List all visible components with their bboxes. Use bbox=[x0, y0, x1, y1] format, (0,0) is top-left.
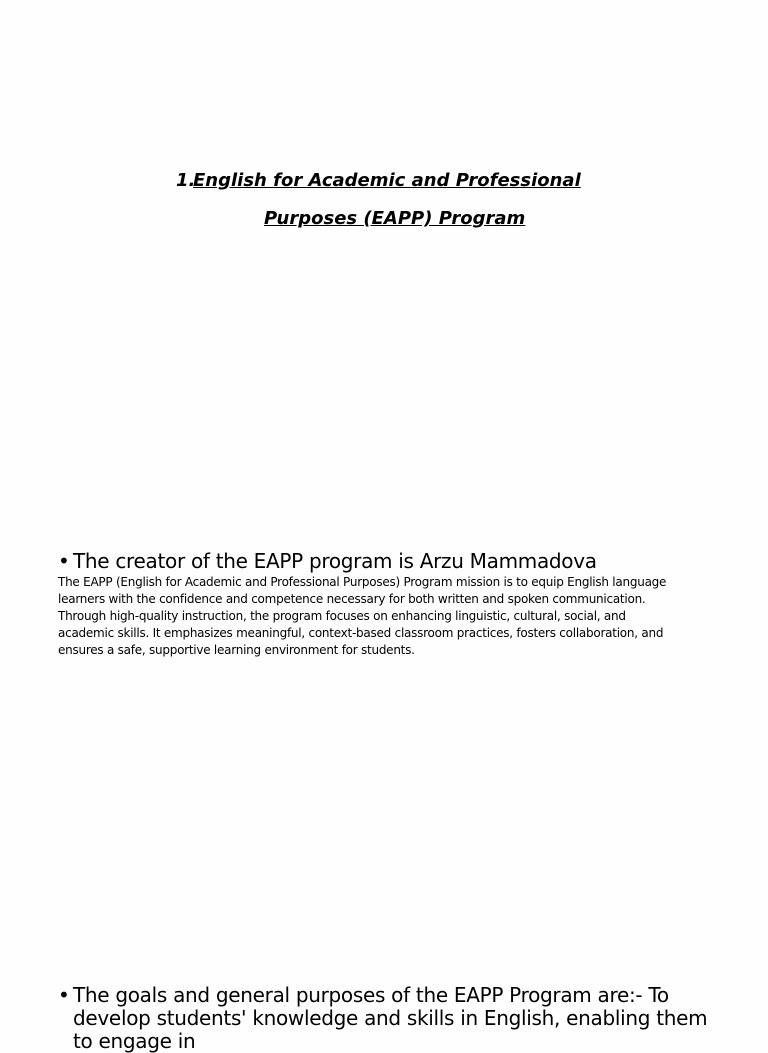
bullet-icon: • bbox=[58, 549, 70, 573]
bullet-text: The goals and general purposes of the EAPP Program are:- To develop students' knowledge and skills in English, enabling them to engage in bbox=[73, 983, 708, 1053]
heading-number: 1. bbox=[176, 170, 196, 191]
section-creator bbox=[58, 550, 708, 659]
bullet-item-goals bbox=[58, 984, 708, 1053]
bullet-item-creator bbox=[58, 550, 708, 573]
bullet-text: The creator of the EAPP program is Arzu Mammadova bbox=[73, 549, 597, 573]
mission-paragraph: The EAPP (English for Academic and Professional Purposes) Program mission is to equip English language learners with the confidence and competence necessary for both written and spoken communication. Through high-quality instruction, the program focuses on enhancing linguistic, cultural, social, and academic skills. It emphasizes meaningful, context-based classroom practices, fosters collaboration, and ensures a safe, supportive learning environment for students. bbox=[58, 575, 667, 657]
document-heading bbox=[176, 170, 596, 229]
heading-title-part-1: English for Academic and Professional bbox=[193, 170, 581, 191]
section-goals bbox=[58, 984, 708, 1053]
heading-title-part-2: Purposes (EAPP) Program bbox=[264, 208, 526, 229]
heading-line-1 bbox=[176, 172, 596, 189]
bullet-icon: • bbox=[58, 983, 70, 1007]
